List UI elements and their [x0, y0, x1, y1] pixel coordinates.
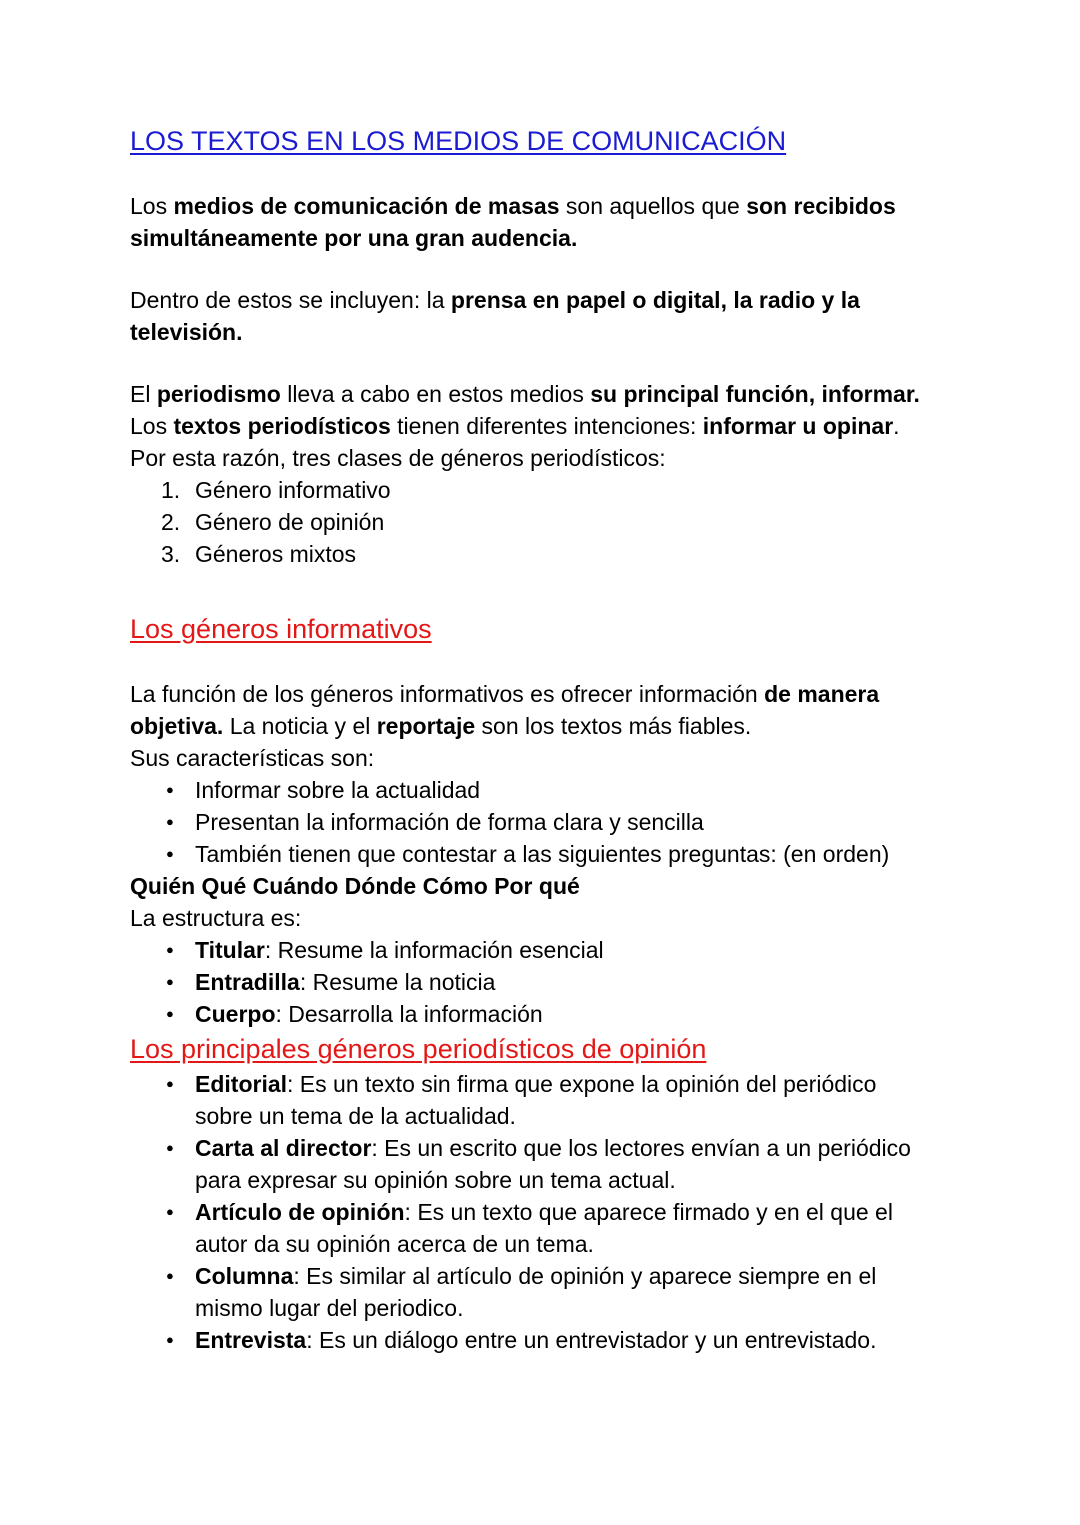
text-run: simultáneamente por una gran audencia. [130, 225, 578, 251]
text-run: Géneros mixtos [195, 541, 357, 567]
text-run: La función de los géneros informativos es ofrecer información [130, 681, 765, 707]
text-run: . [893, 413, 900, 439]
bullet-list [130, 1068, 975, 1356]
text-run: lleva a cabo en estos medios [280, 381, 591, 407]
text-run: La estructura es: [130, 905, 302, 931]
text-run: : Resume la información esencial [264, 937, 604, 963]
text-run: Los [130, 193, 174, 219]
paragraph [130, 378, 975, 474]
doc-title [130, 122, 975, 160]
text-run: Entradilla [195, 969, 300, 995]
text-run: su principal función, informar. [590, 381, 920, 407]
text-run: Artículo de opinión [195, 1199, 405, 1225]
text-run: La noticia y el [223, 713, 377, 739]
text-run: Los géneros informativos [130, 614, 432, 644]
text-run: objetiva. [130, 713, 224, 739]
list-item [130, 1196, 975, 1260]
text-run: Los principales géneros periodísticos de opinión [130, 1034, 707, 1064]
paragraph [130, 678, 975, 742]
text-run: Editorial [195, 1071, 288, 1097]
text-run: : Desarrolla la información [275, 1001, 543, 1027]
text-run: periodismo [156, 381, 281, 407]
text-run: Por esta razón, tres clases de géneros periodísticos: [130, 445, 666, 471]
paragraph [130, 742, 975, 774]
text-run: Entrevista [195, 1327, 307, 1353]
text-run: Presentan la información de forma clara y sencilla [195, 809, 704, 835]
text-run: prensa en papel o digital, la radio y la [450, 287, 860, 313]
text-run: Los [130, 413, 174, 439]
list-item [130, 966, 975, 998]
text-run: Titular [195, 937, 265, 963]
text-run: : Es un texto que aparece firmado y en el que el [404, 1199, 893, 1225]
paragraph [130, 902, 975, 934]
list-item [130, 774, 975, 806]
section-heading [130, 610, 975, 648]
text-run: medios de comunicación de masas [173, 193, 560, 219]
paragraph [130, 284, 975, 348]
bullet-list [130, 774, 975, 870]
text-run: Dentro de estos se incluyen: la [130, 287, 451, 313]
text-run: reportaje [376, 713, 476, 739]
bullet-list [130, 934, 975, 1030]
text-run: Columna [195, 1263, 294, 1289]
text-run: informar u opinar [702, 413, 894, 439]
text-run: : Resume la noticia [299, 969, 496, 995]
list-item [130, 1132, 975, 1196]
text-run: LOS TEXTOS EN LOS MEDIOS DE COMUNICACIÓN [130, 126, 787, 156]
text-run: : Es similar al artículo de opinión y aparece siempre en el [293, 1263, 877, 1289]
text-run: Informar sobre la actualidad [195, 777, 481, 803]
list-item [130, 934, 975, 966]
paragraph [130, 190, 975, 254]
text-run: Sus características son: [130, 745, 375, 771]
list-item [130, 506, 975, 538]
text-run: para expresar su opinión sobre un tema actual. [195, 1167, 676, 1193]
text-run: : Es un texto sin firma que expone la opinión del periódico [287, 1071, 877, 1097]
text-run: También tienen que contestar a las siguientes preguntas: (en orden) [195, 841, 890, 867]
list-item [130, 474, 975, 506]
paragraph [130, 870, 975, 902]
text-run: son aquellos que [559, 193, 747, 219]
numbered-list [130, 474, 975, 570]
list-item [130, 998, 975, 1030]
text-run: Carta al director [195, 1135, 372, 1161]
list-item [130, 1068, 975, 1132]
list-item [130, 1260, 975, 1324]
list-item [130, 806, 975, 838]
text-run: tienen diferentes intenciones: [390, 413, 703, 439]
list-item [130, 538, 975, 570]
text-run: son los textos más fiables. [475, 713, 752, 739]
list-item [130, 1324, 975, 1356]
document-content [130, 122, 975, 1356]
text-run: televisión. [130, 319, 243, 345]
section-heading [130, 1030, 975, 1068]
text-run: Género informativo [195, 477, 391, 503]
text-run: textos periodísticos [173, 413, 391, 439]
text-run: Género de opinión [195, 509, 385, 535]
list-item [130, 838, 975, 870]
text-run: Cuerpo [195, 1001, 276, 1027]
text-run: El [130, 381, 157, 407]
text-run: Quién Qué Cuándo Dónde Cómo Por qué [130, 873, 580, 899]
text-run: mismo lugar del periodico. [195, 1295, 464, 1321]
text-run: sobre un tema de la actualidad. [195, 1103, 516, 1129]
text-run: de manera [764, 681, 880, 707]
text-run: : Es un escrito que los lectores envían a un periódico [371, 1135, 911, 1161]
text-run: : Es un diálogo entre un entrevistador y un entrevistado. [306, 1327, 877, 1353]
text-run: autor da su opinión acerca de un tema. [195, 1231, 594, 1257]
text-run: son recibidos [746, 193, 896, 219]
